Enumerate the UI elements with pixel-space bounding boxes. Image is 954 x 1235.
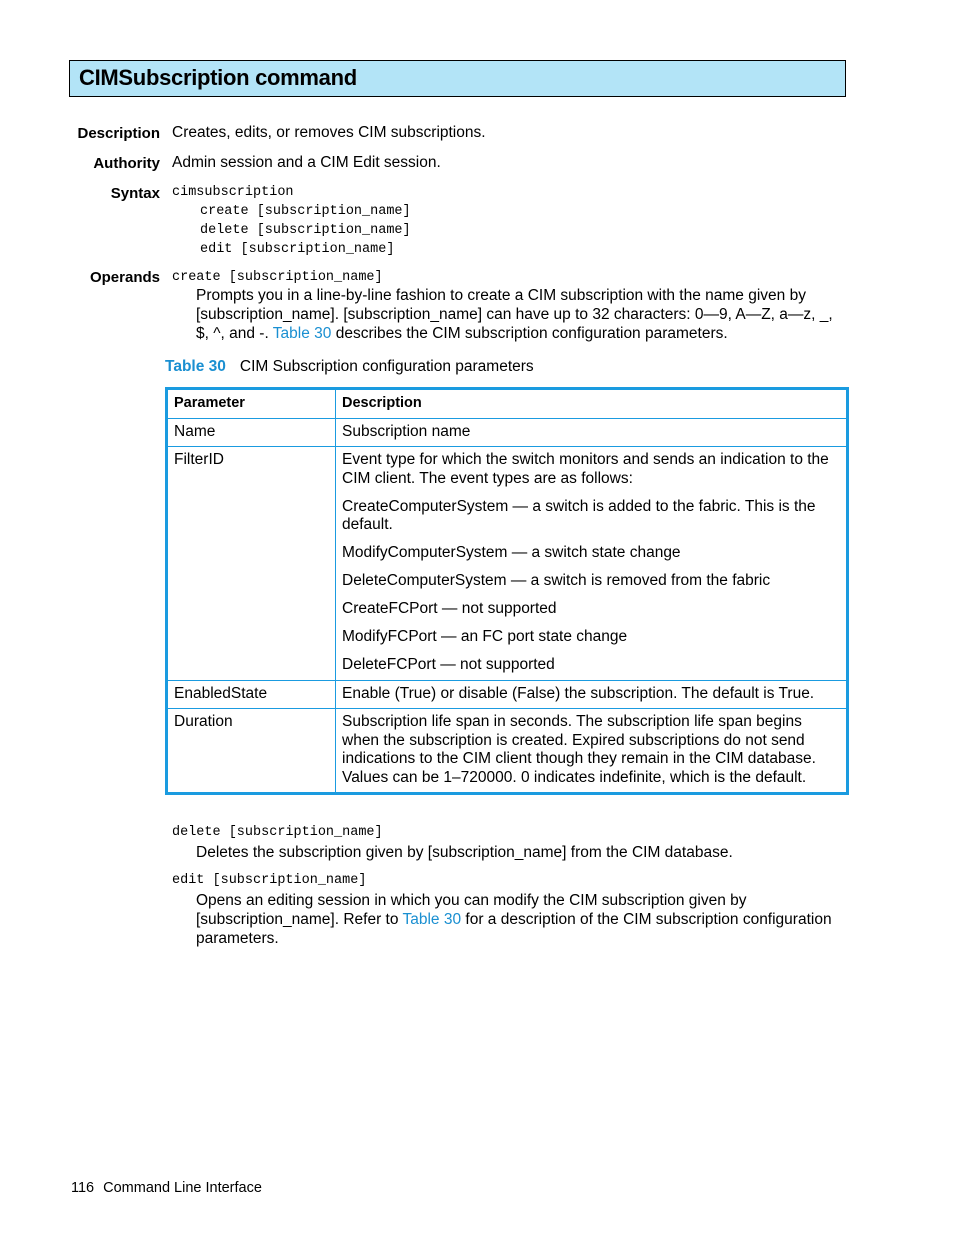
desc-text: ModifyComputerSystem — a switch state change: [342, 544, 681, 561]
syntax-line: create [subscription_name]: [200, 204, 411, 219]
page-title: CIMSubscription command: [79, 65, 357, 90]
syntax-line: edit [subscription_name]: [200, 242, 395, 257]
operand-edit-text: Opens an editing session in which you can modify the CIM subscription given by [subscription_name]. Refer to: [196, 892, 747, 928]
description-label: Description: [77, 125, 160, 142]
desc-text: DeleteFCPort — not supported: [342, 656, 555, 673]
operand-create-text-after: describes the CIM subscription configuration parameters.: [331, 325, 728, 342]
table-30-link[interactable]: Table 30: [402, 911, 462, 928]
param-cell: FilterID: [167, 447, 336, 681]
desc-cell: [336, 680, 848, 709]
desc-text: DeleteComputerSystem — a switch is removed from the fabric: [342, 572, 771, 589]
param-cell: Duration: [167, 709, 336, 794]
table-header-row: [167, 389, 848, 419]
page-number: 116: [71, 1180, 95, 1196]
param-cell: EnabledState: [167, 680, 336, 709]
parameters-table: [165, 387, 849, 795]
operand-delete-command: delete [subscription_name]: [172, 825, 383, 840]
desc-text: Enable (True) or disable (False) the subscription. The default is True.: [342, 684, 815, 702]
syntax-line: cimsubscription: [172, 185, 294, 200]
authority-text: Admin session and a CIM Edit session.: [172, 154, 441, 171]
operand-edit-text-after: for a description of the CIM subscription configuration parameters.: [196, 911, 832, 947]
authority-label: Authority: [93, 155, 160, 172]
desc-text: Subscription name: [342, 422, 471, 440]
desc-cell: [336, 418, 848, 447]
syntax-line: delete [subscription_name]: [200, 223, 411, 238]
table-caption-number: Table 30: [165, 358, 226, 375]
operand-create-description: [196, 286, 841, 343]
table-30-link[interactable]: Table 30: [272, 325, 332, 342]
operand-create-text: Prompts you in a line-by-line fashion to create a CIM subscription with the name given by [subscription_name]. [subscription_name] can have up to 32 characters: 0—9, A—Z, a—z, _, $, ^, and -.: [196, 287, 833, 342]
table-row: [167, 418, 848, 447]
operands-label: Operands: [89, 269, 160, 286]
desc-cell: [336, 447, 848, 681]
operand-create-command: create [subscription_name]: [172, 270, 383, 285]
section-title-bar: [69, 60, 846, 97]
footer-section: Command Line Interface: [103, 1180, 262, 1196]
desc-text: Event type for which the switch monitors and sends an indication to the CIM client. The event types are as follows:: [342, 451, 829, 487]
desc-text: CreateFCPort — not supported: [342, 600, 557, 617]
page-footer: [71, 1180, 262, 1196]
table-row: [167, 709, 848, 794]
desc-text: CreateComputerSystem — a switch is added to the fabric. This is the default.: [342, 497, 816, 533]
column-header-description: Description: [336, 389, 848, 419]
operand-edit-description: [196, 891, 841, 948]
syntax-label: Syntax: [110, 185, 160, 202]
operand-delete-description: Deletes the subscription given by [subscription_name] from the CIM database.: [196, 844, 733, 861]
table-caption-text: CIM Subscription configuration parameters: [239, 358, 534, 375]
param-cell: Name: [167, 418, 336, 447]
table-row: [167, 680, 848, 709]
table-row: [167, 447, 848, 681]
desc-text: ModifyFCPort — an FC port state change: [342, 628, 628, 645]
desc-cell: [336, 709, 848, 794]
desc-text: Subscription life span in seconds. The subscription life span begins when the subscription is created. Expired subscriptions do not send indications to the CIM client though they remain in the CIM database. Values can be 1–720000. 0 indicates indefinite, which is the default.: [342, 713, 816, 786]
description-text: Creates, edits, or removes CIM subscriptions.: [172, 124, 486, 141]
column-header-parameter: Parameter: [167, 389, 336, 419]
table-caption: [165, 358, 534, 376]
operand-edit-command: edit [subscription_name]: [172, 873, 367, 888]
